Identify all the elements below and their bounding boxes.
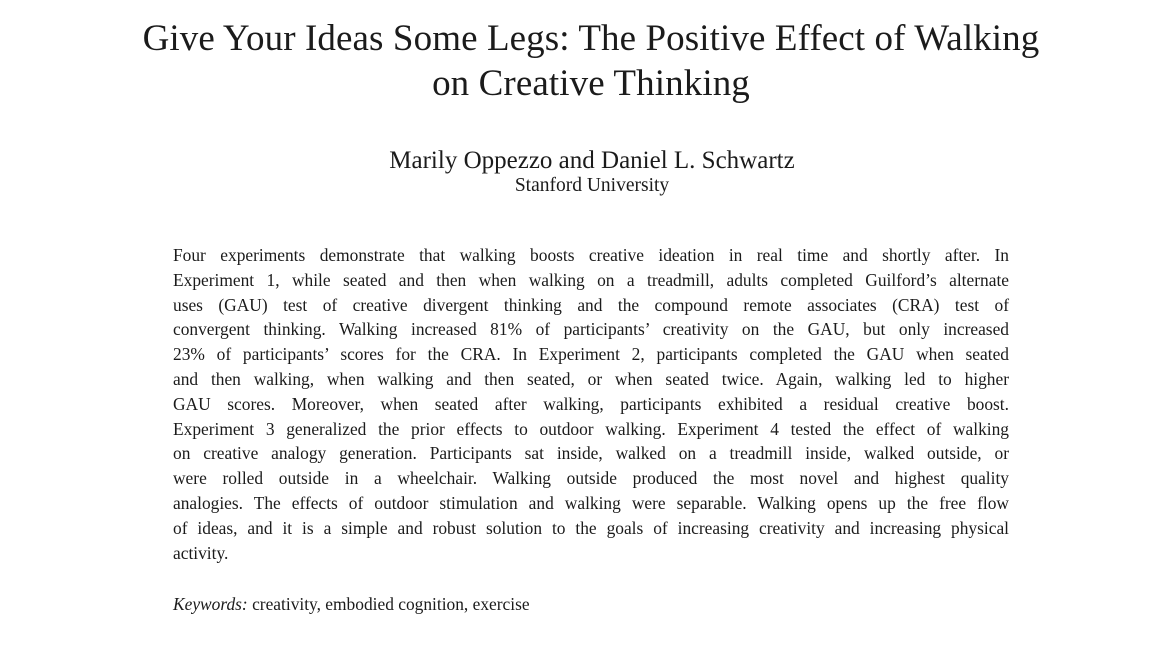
abstract-line: 23% of participants’ scores for the CRA. In Experiment 2, participants completed the GAU when seated [173, 344, 1009, 365]
keywords-list: creativity, embodied cognition, exercise [252, 594, 530, 614]
abstract-line: were rolled outside in a wheelchair. Walking outside produced the most novel and highest quality [173, 468, 1009, 489]
abstract-line: and then walking, when walking and then seated, or when seated twice. Again, walking led to higher [173, 368, 1009, 389]
abstract-line: Experiment 1, while seated and then when walking on a treadmill, adults completed Guilford’s alternate [173, 269, 1009, 290]
abstract-line: analogies. The effects of outdoor stimulation and walking were separable. Walking opens up the free flow [173, 492, 1009, 513]
author-affiliation: Stanford University [514, 175, 670, 196]
author-names: Marily Oppezzo and Daniel L. Schwartz [389, 147, 795, 174]
abstract-line: uses (GAU) test of creative divergent thinking and the compound remote associates (CRA) test of [173, 294, 1009, 315]
title-line-1: Give Your Ideas Some Legs: The Positive Effect of Walking [142, 18, 1040, 59]
abstract-line: Four experiments demonstrate that walking boosts creative ideation in real time and shortly after. In [173, 245, 1009, 265]
abstract-line: Experiment 3 generalized the prior effects to outdoor walking. Experiment 4 tested the effect of walking [173, 418, 1009, 439]
paper-title [60, 16, 1122, 106]
abstract-line: of ideas, and it is a simple and robust solution to the goals of increasing creativity and increasing physical [173, 517, 1009, 538]
keywords-label: Keywords: [173, 594, 248, 614]
abstract-line: convergent thinking. Walking increased 81% of participants’ creativity on the GAU, but only increased [173, 319, 1009, 340]
abstract-line: on creative analogy generation. Participants sat inside, walked on a treadmill inside, walked outside, or [173, 443, 1009, 464]
abstract [173, 243, 1009, 565]
abstract-line: GAU scores. Moreover, when seated after walking, participants exhibited a residual creative boost. [173, 393, 1009, 414]
abstract-line: activity. [173, 542, 229, 563]
title-line-2: on Creative Thinking [432, 63, 750, 104]
keywords [173, 592, 530, 616]
